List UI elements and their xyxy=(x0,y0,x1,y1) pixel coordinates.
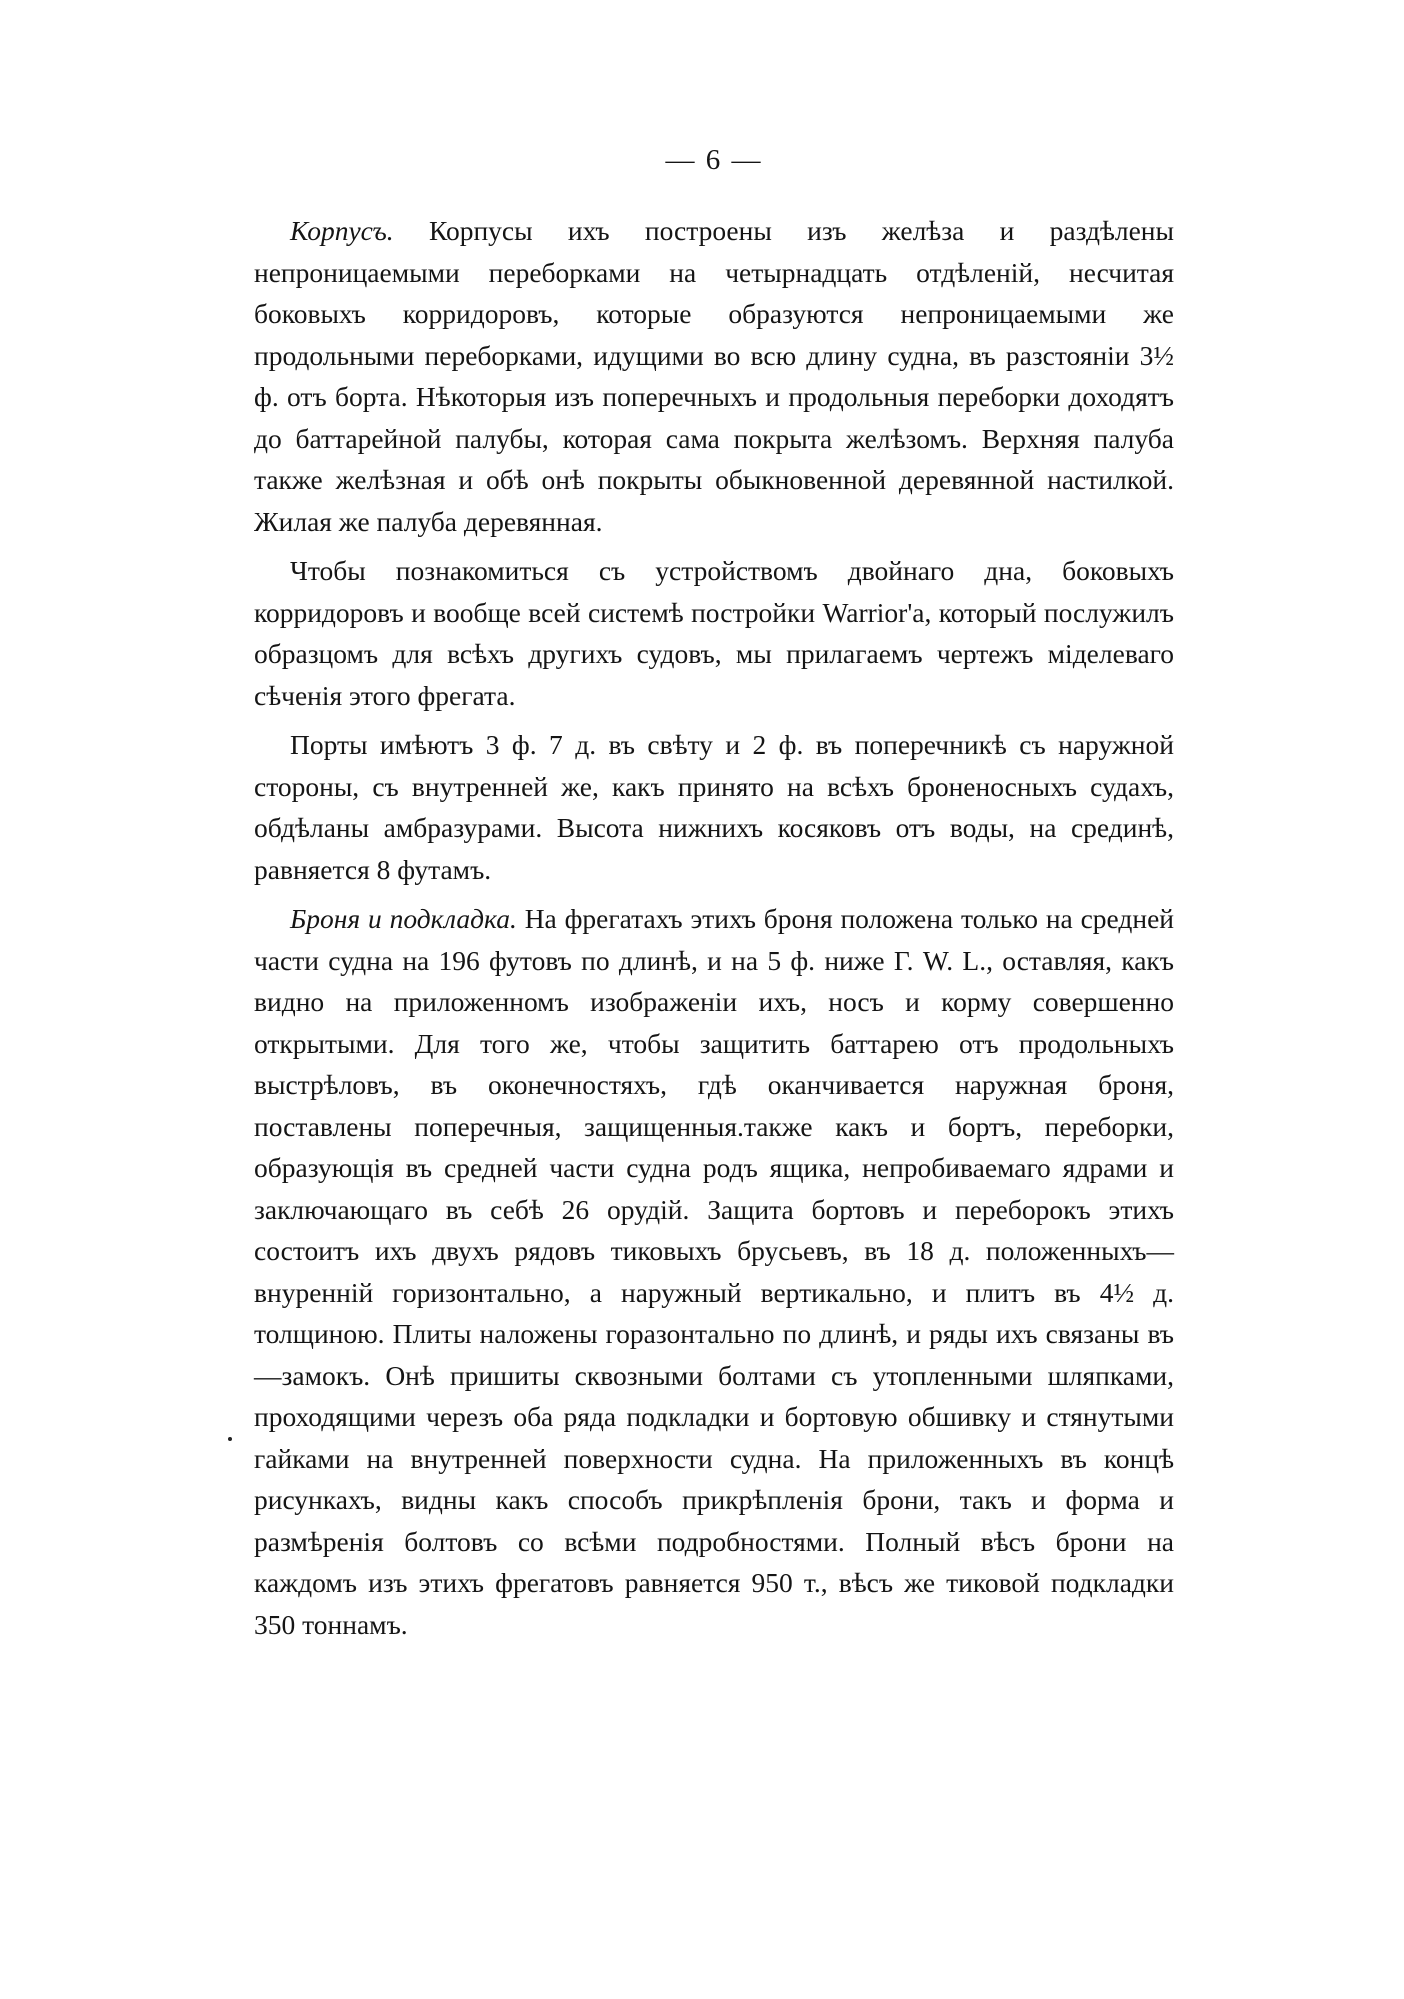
paragraph-ports xyxy=(254,724,1174,890)
paragraph-text: Корпусы ихъ построены изъ желѣза и раздѣлены непроницаемыми переборками на четырнадцать отдѣленій, несчитая боковыхъ корридоровъ, которые образуются непроницаемыми же продольными переборками, идущими во всю длину судна, въ разстояніи 3½ ф. отъ борта. Нѣкоторыя изъ поперечныхъ и продольныя переборки доходятъ до баттарейной палубы, которая сама покрыта желѣзомъ. Верхняя палуба также желѣзная и обѣ онѣ покрыты обыкновенной деревянной настилкой. Жилая же палуба деревянная. xyxy=(254,215,1174,537)
section-heading-armor: Броня и подкладка. xyxy=(290,903,517,934)
paragraph-text: Порты имѣютъ 3 ф. 7 д. въ свѣту и 2 ф. въ поперечникѣ съ наружной стороны, съ внутренней же, какъ принято на всѣхъ броненосныхъ судахъ, обдѣланы амбразурами. Высота нижнихъ косяковъ отъ воды, на срединѣ, равняется 8 футамъ. xyxy=(254,729,1174,885)
paragraph-double-bottom xyxy=(254,550,1174,716)
ink-speck xyxy=(228,1437,232,1441)
paragraph-text: На фрегатахъ этихъ броня положена только на средней части судна на 196 футовъ по длинѣ, и на 5 ф. ниже Г. W. L., оставляя, какъ видно на приложенномъ изображеніи ихъ, носъ и корму совершенно открытыми. Для того же, чтобы защитить баттарею отъ продольныхъ выстрѣловъ, въ оконечностяхъ, гдѣ оканчивается наружная броня, поставлены поперечныя, защищенныя.также какъ и бортъ, переборки, образующія въ средней части судна родъ ящика, непробиваемаго ядрами и заключающаго въ себѣ 26 орудій. Защита бортовъ и переборокъ этихъ состоитъ ихъ двухъ рядовъ тиковыхъ брусьевъ, въ 18 д. положенныхъ—внуренній горизонтально, а наружный вертикально, и плитъ въ 4½ д. толщиною. Плиты наложены горазонтально по длинѣ, и ряды ихъ связаны въ—замокъ. Онѣ пришиты сквозными болтами съ утопленными шляпками, проходящими черезъ оба ряда подкладки и бортовую обшивку и стянутыми гайками на внутренней поверхности судна. На приложенныхъ въ концѣ рисункахъ, видны какъ способъ прикрѣпленія брони, такъ и форма и размѣренія болтовъ со всѣми подробностями. Полный вѣсъ брони на каждомъ изъ этихъ фрегатовъ равняется 950 т., вѣсъ же тиковой подкладки 350 тоннамъ. xyxy=(254,903,1175,1640)
paragraph-text: Чтобы познакомиться съ устройствомъ двойнаго дна, боковыхъ корридоровъ и вообще всей системѣ постройки Warrior'а, который послужилъ образцомъ для всѣхъ другихъ судовъ, мы прилагаемъ чертежъ мiделеваго сѣченія этого фрегата. xyxy=(254,555,1174,711)
paragraph-hull xyxy=(254,210,1174,542)
document-page xyxy=(254,140,1174,1653)
section-heading-hull: Корпусъ. xyxy=(290,215,394,246)
paragraph-armor xyxy=(254,898,1174,1645)
page-number: — 6 — xyxy=(665,144,763,176)
